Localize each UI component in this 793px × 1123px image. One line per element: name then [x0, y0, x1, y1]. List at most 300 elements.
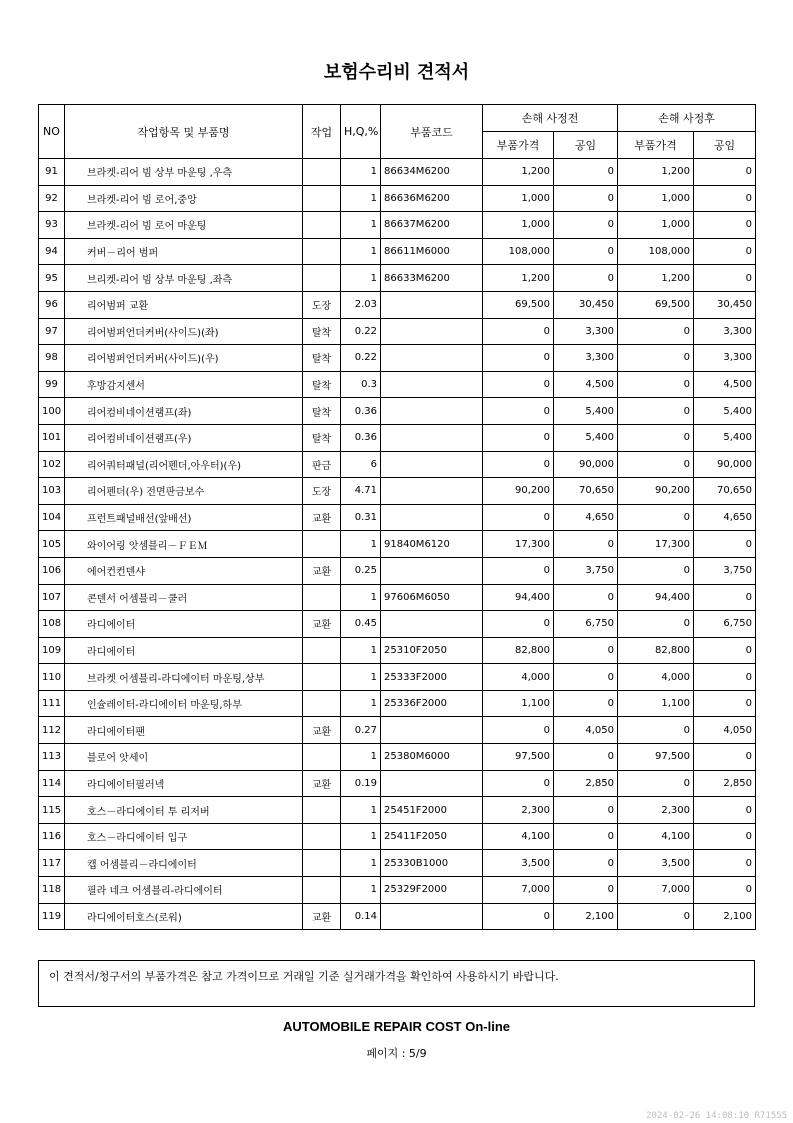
cell-before-part-price: 1,200: [483, 159, 554, 186]
cell-after-labor: 0: [694, 823, 756, 850]
header-before: 손해 사정전: [483, 105, 618, 132]
cell-after-labor: 3,300: [694, 318, 756, 345]
cell-before-part-price: 94,400: [483, 584, 554, 611]
cell-item-name: 라디에이터호스(로워): [65, 903, 303, 930]
cell-before-labor: 0: [554, 531, 618, 558]
cell-after-labor: 0: [694, 850, 756, 877]
cell-before-part-price: 0: [483, 424, 554, 451]
cell-after-part-price: 17,300: [618, 531, 694, 558]
header-after-part-price: 부품가격: [618, 132, 694, 159]
cell-after-part-price: 97,500: [618, 744, 694, 771]
cell-after-labor: 3,750: [694, 557, 756, 584]
cell-after-labor: 3,300: [694, 345, 756, 372]
cell-before-labor: 70,650: [554, 478, 618, 505]
cell-no: 118: [39, 877, 65, 904]
cell-no: 99: [39, 371, 65, 398]
cell-before-part-price: 1,000: [483, 185, 554, 212]
cell-before-labor: 6,750: [554, 611, 618, 638]
cell-part-code: [381, 611, 483, 638]
cell-item-name: 호스－라디에이터 투 리저버: [65, 797, 303, 824]
table-row: [39, 770, 756, 797]
cell-work: 교환: [303, 611, 341, 638]
cell-after-labor: 0: [694, 690, 756, 717]
table-row: [39, 504, 756, 531]
cell-no: 95: [39, 265, 65, 292]
cell-item-name: 콘덴서 어셈블리－쿨러: [65, 584, 303, 611]
cell-before-part-price: 1,100: [483, 690, 554, 717]
cell-before-part-price: 1,200: [483, 265, 554, 292]
cell-part-code: 25451F2000: [381, 797, 483, 824]
cell-item-name: 리어펜더(우) 전면판금보수: [65, 478, 303, 505]
cell-before-labor: 0: [554, 238, 618, 265]
cell-item-name: 리어범퍼언더커버(사이드)(우): [65, 345, 303, 372]
cell-before-part-price: 0: [483, 451, 554, 478]
table-row: [39, 451, 756, 478]
cell-no: 96: [39, 291, 65, 318]
cell-work: [303, 159, 341, 186]
cell-item-name: 라디에이터필러넥: [65, 770, 303, 797]
cell-item-name: 와이어링 앗셈블리－ＦＥＭ: [65, 531, 303, 558]
table-row: [39, 424, 756, 451]
cell-part-code: [381, 770, 483, 797]
page-number: 페이지 : 5/9: [366, 1047, 427, 1060]
cell-hq: 2.03: [341, 291, 381, 318]
cell-part-code: 86633M6200: [381, 265, 483, 292]
cell-item-name: 리어범퍼언더커버(사이드)(좌): [65, 318, 303, 345]
cell-before-labor: 0: [554, 584, 618, 611]
cell-hq: 0.14: [341, 903, 381, 930]
cell-part-code: [381, 557, 483, 584]
cell-before-part-price: 1,000: [483, 212, 554, 239]
cell-no: 98: [39, 345, 65, 372]
cell-after-part-price: 0: [618, 371, 694, 398]
cell-before-labor: 0: [554, 664, 618, 691]
cell-work: [303, 265, 341, 292]
cell-hq: 1: [341, 265, 381, 292]
cell-no: 111: [39, 690, 65, 717]
cell-part-code: [381, 504, 483, 531]
cell-part-code: 97606M6050: [381, 584, 483, 611]
cell-part-code: [381, 451, 483, 478]
cell-no: 106: [39, 557, 65, 584]
cell-part-code: 25336F2000: [381, 690, 483, 717]
cell-part-code: [381, 478, 483, 505]
header-work: 작업: [303, 105, 341, 159]
cell-after-part-price: 0: [618, 451, 694, 478]
cell-after-part-price: 69,500: [618, 291, 694, 318]
cell-hq: 1: [341, 584, 381, 611]
cell-after-labor: 2,100: [694, 903, 756, 930]
cell-before-labor: 3,750: [554, 557, 618, 584]
table-row: [39, 584, 756, 611]
print-timestamp: 2024-02-26 14:08:10 R71555: [646, 1111, 787, 1121]
cell-no: 103: [39, 478, 65, 505]
cell-after-labor: 5,400: [694, 398, 756, 425]
cell-work: [303, 185, 341, 212]
table-row: [39, 238, 756, 265]
cell-after-part-price: 1,000: [618, 212, 694, 239]
cell-work: [303, 531, 341, 558]
cell-before-part-price: 0: [483, 717, 554, 744]
cell-item-name: 필라 네크 어셈블리-라디에이터: [65, 877, 303, 904]
cell-before-part-price: 7,000: [483, 877, 554, 904]
table-row: [39, 531, 756, 558]
cell-after-labor: 0: [694, 531, 756, 558]
cell-after-labor: 0: [694, 744, 756, 771]
cell-before-part-price: 4,100: [483, 823, 554, 850]
table-row: [39, 291, 756, 318]
cell-part-code: [381, 717, 483, 744]
cell-no: 107: [39, 584, 65, 611]
cell-part-code: 91840M6120: [381, 531, 483, 558]
header-item: 작업항목 및 부품명: [65, 105, 303, 159]
cell-no: 115: [39, 797, 65, 824]
cell-after-labor: 0: [694, 265, 756, 292]
cell-part-code: [381, 424, 483, 451]
table-row: [39, 185, 756, 212]
cell-before-part-price: 0: [483, 504, 554, 531]
cell-after-part-price: 0: [618, 611, 694, 638]
cell-no: 119: [39, 903, 65, 930]
estimate-rows: [39, 159, 756, 930]
cell-before-labor: 4,650: [554, 504, 618, 531]
cell-before-labor: 4,050: [554, 717, 618, 744]
cell-no: 114: [39, 770, 65, 797]
table-row: [39, 877, 756, 904]
cell-no: 112: [39, 717, 65, 744]
table-row: [39, 850, 756, 877]
cell-no: 94: [39, 238, 65, 265]
cell-item-name: 라디에이터팬: [65, 717, 303, 744]
cell-before-labor: 0: [554, 850, 618, 877]
cell-hq: 0.45: [341, 611, 381, 638]
cell-item-name: 리어쿼터패널(리어펜더,아우터)(우): [65, 451, 303, 478]
cell-after-labor: 0: [694, 637, 756, 664]
cell-no: 110: [39, 664, 65, 691]
cell-work: [303, 877, 341, 904]
cell-before-labor: 3,300: [554, 345, 618, 372]
header-code: 부품코드: [381, 105, 483, 159]
cell-work: 도장: [303, 478, 341, 505]
cell-work: [303, 850, 341, 877]
cell-after-part-price: 0: [618, 424, 694, 451]
cell-work: [303, 690, 341, 717]
cell-work: 판금: [303, 451, 341, 478]
cell-item-name: 라디에이터: [65, 611, 303, 638]
cell-item-name: 프런트패널배선(앞배선): [65, 504, 303, 531]
cell-before-labor: 0: [554, 797, 618, 824]
cell-no: 102: [39, 451, 65, 478]
cell-after-labor: 0: [694, 159, 756, 186]
header-before-labor: 공임: [554, 132, 618, 159]
cell-work: [303, 797, 341, 824]
cell-hq: 1: [341, 744, 381, 771]
cell-work: 탈착: [303, 371, 341, 398]
cell-no: 100: [39, 398, 65, 425]
header-hq: H,Q,%: [341, 105, 381, 159]
cell-after-labor: 70,650: [694, 478, 756, 505]
cell-no: 117: [39, 850, 65, 877]
cell-before-labor: 0: [554, 212, 618, 239]
cell-hq: 0.22: [341, 345, 381, 372]
cell-part-code: 86636M6200: [381, 185, 483, 212]
cell-work: 탈착: [303, 345, 341, 372]
cell-before-part-price: 3,500: [483, 850, 554, 877]
table-row: [39, 265, 756, 292]
cell-work: 탈착: [303, 424, 341, 451]
cell-before-part-price: 17,300: [483, 531, 554, 558]
cell-work: 교환: [303, 557, 341, 584]
cell-hq: 1: [341, 850, 381, 877]
cell-no: 104: [39, 504, 65, 531]
cell-before-labor: 0: [554, 744, 618, 771]
cell-item-name: 인슐레이터-라디에이터 마운팅,하부: [65, 690, 303, 717]
cell-before-part-price: 0: [483, 318, 554, 345]
cell-work: 도장: [303, 291, 341, 318]
cell-before-part-price: 90,200: [483, 478, 554, 505]
cell-work: [303, 823, 341, 850]
cell-after-labor: 90,000: [694, 451, 756, 478]
cell-hq: 0.36: [341, 398, 381, 425]
document-title: 보험수리비 견적서: [323, 62, 470, 83]
cell-work: 탈착: [303, 398, 341, 425]
cell-after-part-price: 0: [618, 398, 694, 425]
cell-item-name: 커버－리어 범퍼: [65, 238, 303, 265]
cell-work: [303, 238, 341, 265]
cell-after-part-price: 2,300: [618, 797, 694, 824]
cell-after-part-price: 7,000: [618, 877, 694, 904]
header-no: NO: [39, 105, 65, 159]
cell-part-code: 86611M6000: [381, 238, 483, 265]
cell-part-code: [381, 398, 483, 425]
cell-item-name: 리어컴비네이션램프(좌): [65, 398, 303, 425]
cell-item-name: 브라켓-리어 빔 로어 마운팅: [65, 212, 303, 239]
cell-item-name: 브리켓-리어 빔 상부 마운팅 ,좌측: [65, 265, 303, 292]
cell-hq: 0.27: [341, 717, 381, 744]
cell-before-labor: 5,400: [554, 398, 618, 425]
header-after: 손해 사정후: [618, 105, 756, 132]
cell-work: [303, 212, 341, 239]
cell-part-code: 86634M6200: [381, 159, 483, 186]
cell-before-labor: 3,300: [554, 318, 618, 345]
cell-work: 탈착: [303, 318, 341, 345]
cell-before-labor: 2,850: [554, 770, 618, 797]
cell-no: 93: [39, 212, 65, 239]
cell-work: [303, 637, 341, 664]
cell-hq: 1: [341, 185, 381, 212]
cell-after-part-price: 1,200: [618, 159, 694, 186]
cell-after-labor: 4,050: [694, 717, 756, 744]
cell-before-labor: 2,100: [554, 903, 618, 930]
cell-before-labor: 0: [554, 690, 618, 717]
header-after-labor: 공임: [694, 132, 756, 159]
cell-item-name: 캡 어셈블리－라디에이터: [65, 850, 303, 877]
table-row: [39, 611, 756, 638]
cell-after-part-price: 0: [618, 318, 694, 345]
cell-after-part-price: 90,200: [618, 478, 694, 505]
cell-item-name: 에어컨컨덴샤: [65, 557, 303, 584]
cell-before-labor: 0: [554, 185, 618, 212]
cell-work: 교환: [303, 903, 341, 930]
cell-hq: 0.36: [341, 424, 381, 451]
cell-part-code: 25310F2050: [381, 637, 483, 664]
cell-hq: 6: [341, 451, 381, 478]
cell-part-code: 25411F2050: [381, 823, 483, 850]
cell-after-labor: 0: [694, 238, 756, 265]
cell-part-code: [381, 903, 483, 930]
cell-after-labor: 4,650: [694, 504, 756, 531]
cell-work: [303, 584, 341, 611]
cell-after-labor: 0: [694, 877, 756, 904]
cell-after-part-price: 0: [618, 557, 694, 584]
cell-before-labor: 90,000: [554, 451, 618, 478]
cell-hq: 1: [341, 159, 381, 186]
cell-after-part-price: 108,000: [618, 238, 694, 265]
table-row: [39, 744, 756, 771]
cell-before-labor: 4,500: [554, 371, 618, 398]
cell-work: 교환: [303, 717, 341, 744]
cell-before-part-price: 82,800: [483, 637, 554, 664]
table-row: [39, 159, 756, 186]
cell-before-part-price: 69,500: [483, 291, 554, 318]
cell-after-labor: 2,850: [694, 770, 756, 797]
cell-hq: 0.25: [341, 557, 381, 584]
cell-no: 105: [39, 531, 65, 558]
cell-before-part-price: 0: [483, 398, 554, 425]
cell-part-code: 25329F2000: [381, 877, 483, 904]
cell-before-part-price: 4,000: [483, 664, 554, 691]
cell-hq: 1: [341, 637, 381, 664]
cell-after-part-price: 1,100: [618, 690, 694, 717]
cell-hq: 1: [341, 690, 381, 717]
cell-hq: 1: [341, 823, 381, 850]
cell-after-part-price: 0: [618, 770, 694, 797]
cell-no: 109: [39, 637, 65, 664]
cell-item-name: 브라켓 어셈블리-라디에이터 마운팅,상부: [65, 664, 303, 691]
table-row: [39, 345, 756, 372]
cell-hq: 1: [341, 664, 381, 691]
cell-before-part-price: 0: [483, 611, 554, 638]
cell-hq: 0.19: [341, 770, 381, 797]
cell-before-part-price: 0: [483, 345, 554, 372]
cell-after-part-price: 0: [618, 345, 694, 372]
cell-after-labor: 30,450: [694, 291, 756, 318]
table-row: [39, 717, 756, 744]
table-row: [39, 823, 756, 850]
cell-before-labor: 0: [554, 637, 618, 664]
cell-after-labor: 0: [694, 584, 756, 611]
cell-after-part-price: 0: [618, 504, 694, 531]
cell-after-labor: 6,750: [694, 611, 756, 638]
cell-no: 92: [39, 185, 65, 212]
table-row: [39, 557, 756, 584]
cell-item-name: 후방감지센서: [65, 371, 303, 398]
cell-item-name: 리어범퍼 교환: [65, 291, 303, 318]
cell-work: 교환: [303, 504, 341, 531]
cell-item-name: 블로어 앗세이: [65, 744, 303, 771]
cell-after-part-price: 82,800: [618, 637, 694, 664]
table-row: [39, 371, 756, 398]
notice-box: [38, 960, 755, 1007]
cell-after-part-price: 1,200: [618, 265, 694, 292]
table-row: [39, 797, 756, 824]
table-row: [39, 637, 756, 664]
cell-item-name: 브라켓-리어 빔 상부 마운팅 ,우측: [65, 159, 303, 186]
cell-hq: 4.71: [341, 478, 381, 505]
cell-after-part-price: 4,000: [618, 664, 694, 691]
cell-no: 101: [39, 424, 65, 451]
cell-item-name: 리어컴비네이션램프(우): [65, 424, 303, 451]
cell-after-part-price: 3,500: [618, 850, 694, 877]
cell-before-labor: 30,450: [554, 291, 618, 318]
cell-before-part-price: 0: [483, 770, 554, 797]
cell-before-labor: 0: [554, 877, 618, 904]
cell-before-part-price: 97,500: [483, 744, 554, 771]
cell-part-code: [381, 318, 483, 345]
cell-no: 116: [39, 823, 65, 850]
header-before-part-price: 부품가격: [483, 132, 554, 159]
cell-after-labor: 0: [694, 212, 756, 239]
cell-after-labor: 0: [694, 185, 756, 212]
cell-before-part-price: 108,000: [483, 238, 554, 265]
cell-hq: 0.31: [341, 504, 381, 531]
table-row: [39, 478, 756, 505]
cell-hq: 0.22: [341, 318, 381, 345]
cell-part-code: 25380M6000: [381, 744, 483, 771]
cell-item-name: 브라켓-리어 빔 로어,중앙: [65, 185, 303, 212]
cell-hq: 1: [341, 531, 381, 558]
cell-part-code: 86637M6200: [381, 212, 483, 239]
table-row: [39, 903, 756, 930]
cell-after-part-price: 1,000: [618, 185, 694, 212]
notice-text: 이 견적서/청구서의 부품가격은 참고 가격이므로 거래일 기준 실거래가격을 확인하여 사용하시기 바랍니다.: [49, 970, 559, 983]
cell-work: 교환: [303, 770, 341, 797]
cell-hq: 1: [341, 238, 381, 265]
cell-hq: 1: [341, 797, 381, 824]
cell-no: 97: [39, 318, 65, 345]
estimate-table: [38, 104, 756, 930]
cell-hq: 1: [341, 877, 381, 904]
cell-before-labor: 5,400: [554, 424, 618, 451]
cell-work: [303, 744, 341, 771]
cell-no: 91: [39, 159, 65, 186]
cell-after-labor: 4,500: [694, 371, 756, 398]
cell-before-labor: 0: [554, 159, 618, 186]
cell-after-labor: 0: [694, 664, 756, 691]
cell-before-part-price: 2,300: [483, 797, 554, 824]
table-row: [39, 212, 756, 239]
table-row: [39, 398, 756, 425]
table-row: [39, 318, 756, 345]
cell-after-part-price: 0: [618, 717, 694, 744]
cell-work: [303, 664, 341, 691]
cell-part-code: 25333F2000: [381, 664, 483, 691]
cell-part-code: [381, 345, 483, 372]
cell-no: 113: [39, 744, 65, 771]
cell-no: 108: [39, 611, 65, 638]
cell-item-name: 호스－라디에이터 입구: [65, 823, 303, 850]
cell-hq: 1: [341, 212, 381, 239]
cell-before-labor: 0: [554, 265, 618, 292]
cell-after-part-price: 94,400: [618, 584, 694, 611]
cell-after-labor: 0: [694, 797, 756, 824]
cell-before-labor: 0: [554, 823, 618, 850]
table-row: [39, 690, 756, 717]
cell-after-part-price: 4,100: [618, 823, 694, 850]
cell-before-part-price: 0: [483, 557, 554, 584]
cell-item-name: 라디에이터: [65, 637, 303, 664]
cell-after-part-price: 0: [618, 903, 694, 930]
